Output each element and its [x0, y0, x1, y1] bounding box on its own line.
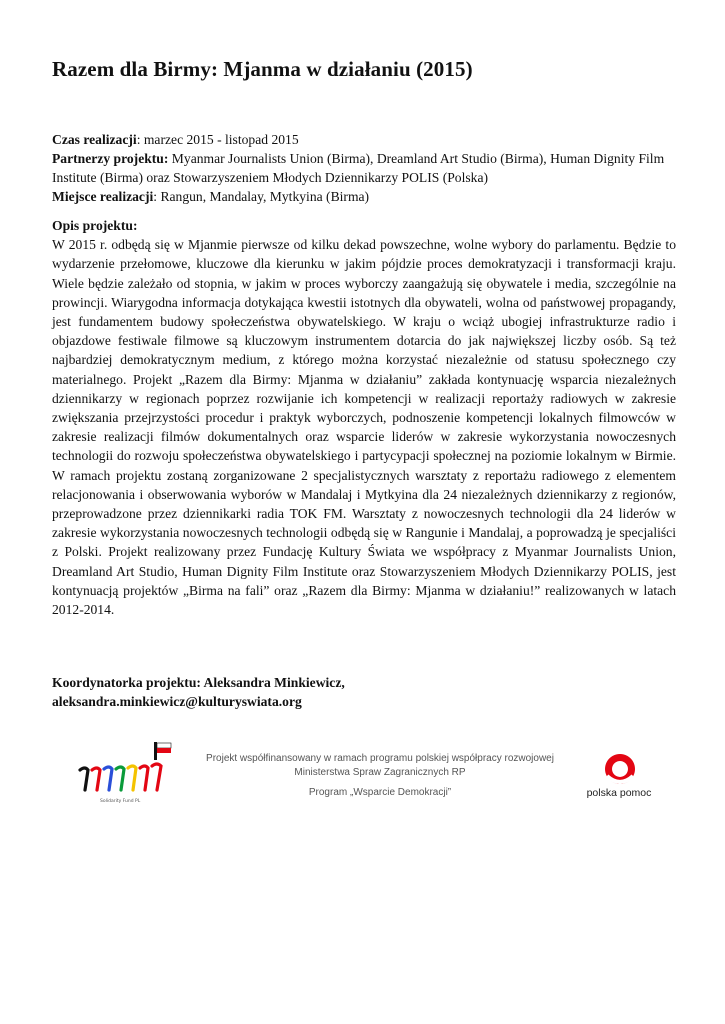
- period-label: Czas realizacji: [52, 132, 137, 147]
- polska-pomoc-label: polska pomoc: [586, 787, 652, 799]
- contact-block: [52, 673, 676, 711]
- coordinator-email[interactable]: aleksandra.minkiewicz@kulturyswiata.org: [52, 694, 302, 709]
- location-row: [52, 187, 676, 206]
- period-row: [52, 130, 676, 149]
- coordinator-name: Koordynatorka projektu: Aleksandra Minkiewicz,: [52, 675, 345, 690]
- project-meta: [52, 130, 676, 206]
- period-value: : marzec 2015 - listopad 2015: [136, 132, 299, 147]
- funding-line-3: Program „Wsparcie Demokracji”: [308, 787, 452, 798]
- solidarity-caption: Solidarity Fund PL: [100, 799, 141, 804]
- page-title: Razem dla Birmy: Mjanma w działaniu (2015): [52, 57, 473, 81]
- funding-note: [190, 752, 570, 800]
- partners-row: [52, 149, 676, 187]
- partners-label: Partnerzy projektu:: [52, 151, 169, 166]
- location-label: Miejsce realizacji: [52, 189, 154, 204]
- funding-line-2: Ministerstwa Spraw Zagranicznych RP: [294, 767, 466, 778]
- location-value: : Rangun, Mandalay, Mytkyina (Birma): [153, 189, 370, 204]
- description-text: W 2015 r. odbędą się w Mjanmie pierwsze od kilku dekad powszechne, wolne wybory do parlamentu. Będzie to wydarzenie przełomowe, kluczowe dla kierunku w jakim pójdzie proces demokratyzacji i transformacji kraju. Wiele będzie zależało od stopnia, w jakim w proces wyborczy zaangażują się obywatele i media, szczególnie na prowincji. Wiarygodna informacja dotykająca kwestii istotnych dla obywateli, wolna od państwowej propagandy, jest fundamentem budowy społeczeństwa obywatelskiego. W kraju o wciąż ubogiej infrastrukturze radio i objazdowe festiwale filmowe są kluczowym instrumentem dotarcia do jak największej liczby osób. Są też najbardziej demokratycznym medium, z którego można korzystać niezależnie od statusu społecznego czy materialnego. Projekt „Razem dla Birmy: Mjanma w działaniu” zakłada kontynuację wsparcia niezależnych dziennikarzy w regionach poprzez rozwijanie ich kompetencji w realizacji reportaży radiowych w zakresie zwiększania przejrzystości procedur i praktyk wyborczych, podnoszenie kompetencji lokalnych filmowców w zakresie realizacji filmów dokumentalnych oraz wsparcie liderów w zakresie wykorzystania nowoczesnych technologii do rozwoju społeczeństwa obywatelskiego i partycypacji społecznej na poziomie lokalnym w Birmie. W ramach projektu zostaną zorganizowane 2 specjalistycznych warsztaty z reportażu radiowego z elementem relacjonowania i obserwowania wyborów w Mandalaj i Mytkyina dla 24 niezależnych dziennikarzy z regionów, przeprowadzone przez dziennikarki radia TOK FM. Warsztaty z nowoczesnych technologii dla 24 liderów w zakresie wykorzystania nowoczesnych technologii odbędą się w Rangunie i Mandalaj, a poprowadzą je specjaliści z Polski. Projekt realizowany przez Fundację Kultury Świata we współpracy z Myanmar Journalists Union, Dreamland Art Studio, Human Dignity Film Institute oraz Stowarzyszeniem Młodych Dziennikarzy POLIS, jest kontynuacją projektów „Birma na fali” oraz „Razem dla Birmy: Mjanma w działaniu!” realizowanych w latach 2012-2014.: [52, 237, 676, 618]
- project-description: [52, 216, 676, 619]
- description-heading: Opis projektu:: [52, 218, 138, 233]
- funding-line-1: Projekt współfinansowany w ramach programu polskiej współpracy rozwojowej: [206, 753, 554, 764]
- partners-value: Myanmar Journalists Union (Birma), Dreamland Art Studio (Birma), Human Dignity Film Institute (Birma) oraz Stowarzyszeniem Młodych Dziennikarzy POLIS (Polska): [52, 151, 665, 185]
